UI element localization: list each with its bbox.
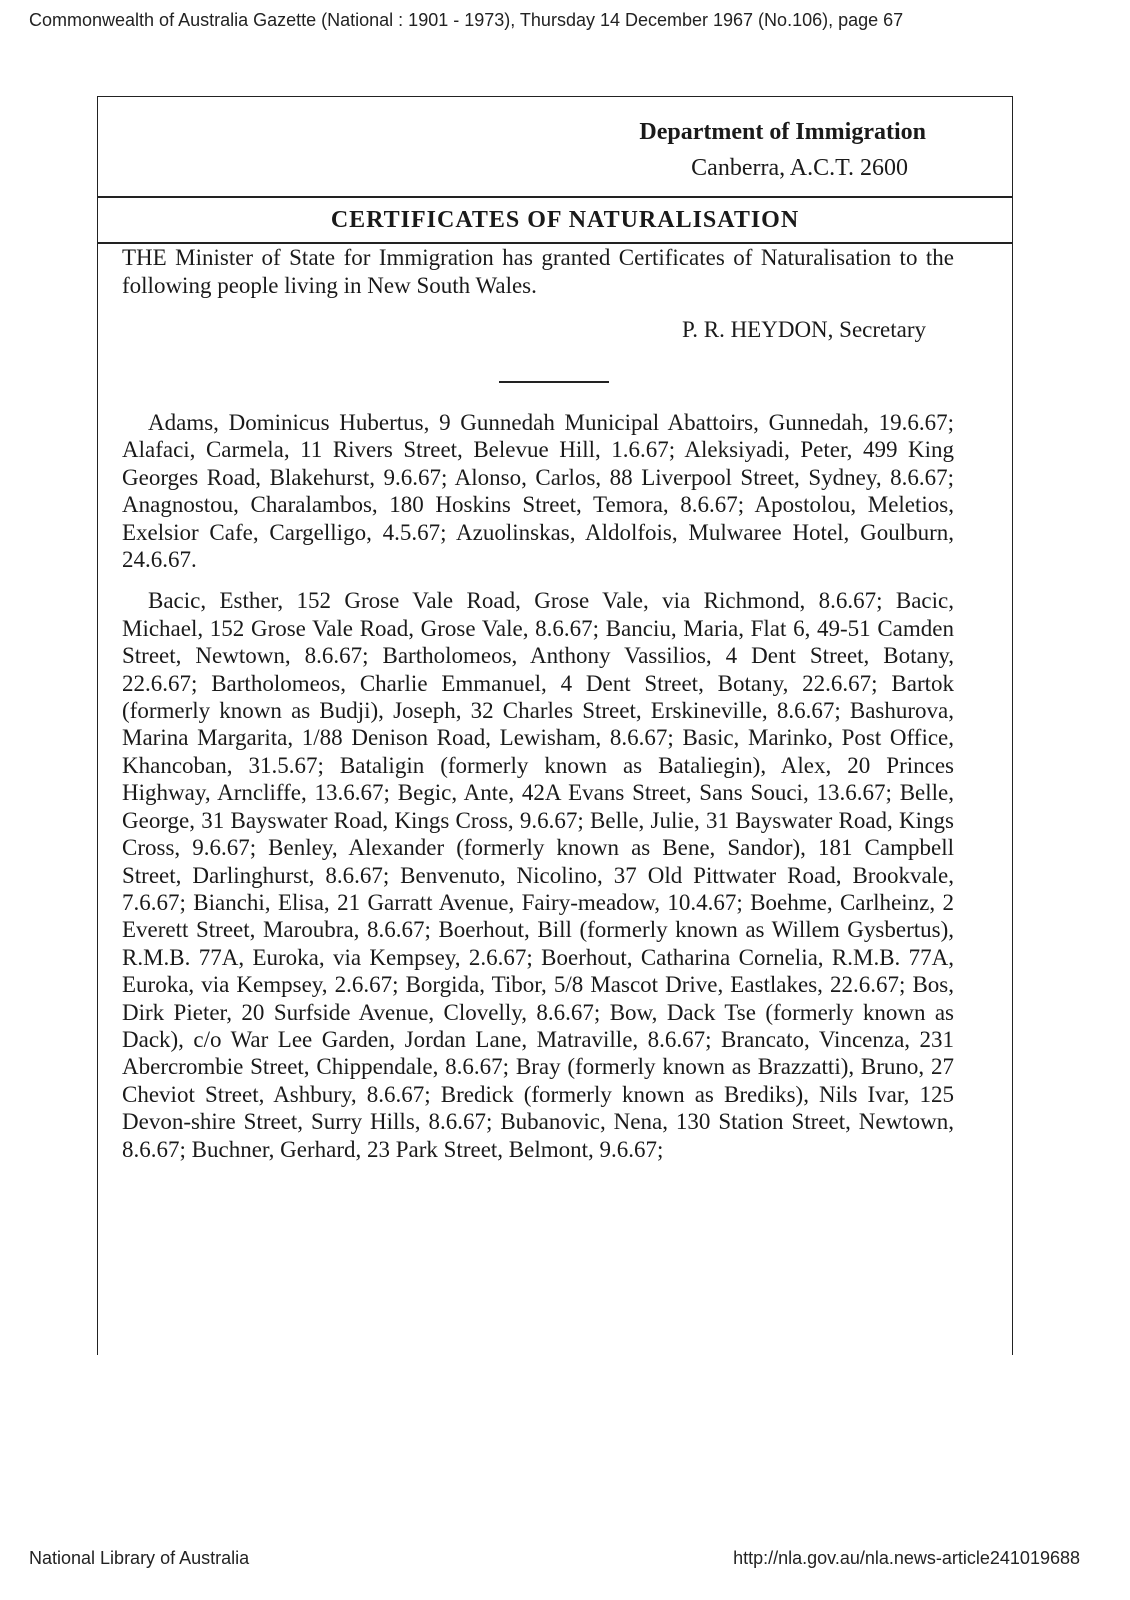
department-location: Canberra, A.C.T. 2600 bbox=[691, 155, 908, 181]
names-paragraph-b: Bacic, Esther, 152 Grose Vale Road, Grose Vale, via Richmond, 8.6.67; Bacic, Michael, 152 Grose Vale Road, Grose Vale, 8.6.67; Banciu, Maria, Flat 6, 49-51 Camden Street, Newtown, 8.6.67; Bartholomeos, Anthony Vassilios, 4 Dent Street, Botany, 22.6.67; Bartholomeos, Charlie Emmanuel, 4 Dent Street, Botany, 22.6.67; Bartok (formerly known as Budji), Joseph, 32 Charles Street, Erskineville, 8.6.67; Bashurova, Marina Margarita, 1/88 Denison Road, Lewisham, 8.6.67; Basic, Marinko, Post Office, Khancoban, 31.5.67; Bataligin (formerly known as Bataliegin), Alex, 20 Princes Highway, Arncliffe, 13.6.67; Begic, Ante, 42A Evans Street, Sans Souci, 13.6.67; Belle, George, 31 Bayswater Road, Kings Cross, 9.6.67; Belle, Julie, 31 Bayswater Road, Kings Cross, 9.6.67; Benley, Alexander (formerly known as Bene, Sandor), 181 Campbell Street, Darlinghurst, 8.6.67; Benvenuto, Nicolino, 37 Old Pittwater Road, Brookvale, 7.6.67; Bianchi, Elisa, 21 Garratt Avenue, Fairy-meadow, 10.4.67; Boehme, Carlheinz, 2 Everett Street, Maroubra, 8.6.67; Boerhout, Bill (formerly known as Willem Gysbertus), R.M.B. 77A, Euroka, via Kempsey, 2.6.67; Boerhout, Catharina Cornelia, R.M.B. 77A, Euroka, via Kempsey, 2.6.67; Borgida, Tibor, 5/8 Mascot Drive, Eastlakes, 22.6.67; Bos, Dirk Pieter, 20 Surfside Avenue, Clovelly, 8.6.67; Bow, Dack Tse (formerly known as Dack), c/o War Lee Garden, Jordan Lane, Matraville, 8.6.67; Brancato, Vincenza, 231 Abercrombie Street, Chippendale, 8.6.67; Bray (formerly known as Brazzatti), Bruno, 27 Cheviot Street, Ashbury, 8.6.67; Bredick (formerly known as Brediks), Nils Ivar, 125 Devon-shire Street, Surry Hills, 8.6.67; Bubanovic, Nena, 130 Station Street, Newtown, 8.6.67; Buchner, Gerhard, 23 Park Street, Belmont, 9.6.67; bbox=[122, 588, 954, 1162]
citation-header: Commonwealth of Australia Gazette (National : 1901 - 1973), Thursday 14 December 1967 (No.106), page 67 bbox=[29, 10, 904, 30]
footer-url[interactable]: http://nla.gov.au/nla.news-article241019688 bbox=[733, 1548, 1080, 1568]
gazette-notice bbox=[97, 96, 1013, 1355]
title-box bbox=[98, 198, 1012, 244]
names-paragraph-a: Adams, Dominicus Hubertus, 9 Gunnedah Municipal Abattoirs, Gunnedah, 19.6.67; Alafaci, Carmela, 11 Rivers Street, Belevue Hill, 1.6.67; Aleksiyadi, Peter, 499 King Georges Road, Blakehurst, 9.6.67; Alonso, Carlos, 88 Liverpool Street, Sydney, 8.6.67; Anagnostou, Charalambos, 180 Hoskins Street, Temora, 8.6.67; Apostolou, Meletios, Exelsior Cafe, Cargelligo, 4.5.67; Azuolinskas, Aldolfois, Mulwaree Hotel, Goulburn, 24.6.67. bbox=[122, 410, 954, 573]
signature: P. R. HEYDON, Secretary bbox=[681, 317, 926, 342]
notice-body bbox=[98, 244, 1012, 1163]
notice-title: CERTIFICATES OF NATURALISATION bbox=[330, 207, 800, 233]
intro-paragraph: THE Minister of State for Immigration has granted Certificates of Naturalisation to the following people living in New South Wales. bbox=[122, 245, 954, 298]
separator-rule bbox=[499, 381, 609, 383]
department-box bbox=[98, 97, 1012, 198]
footer-library: National Library of Australia bbox=[29, 1548, 250, 1568]
department-name: Department of Immigration bbox=[639, 119, 926, 145]
